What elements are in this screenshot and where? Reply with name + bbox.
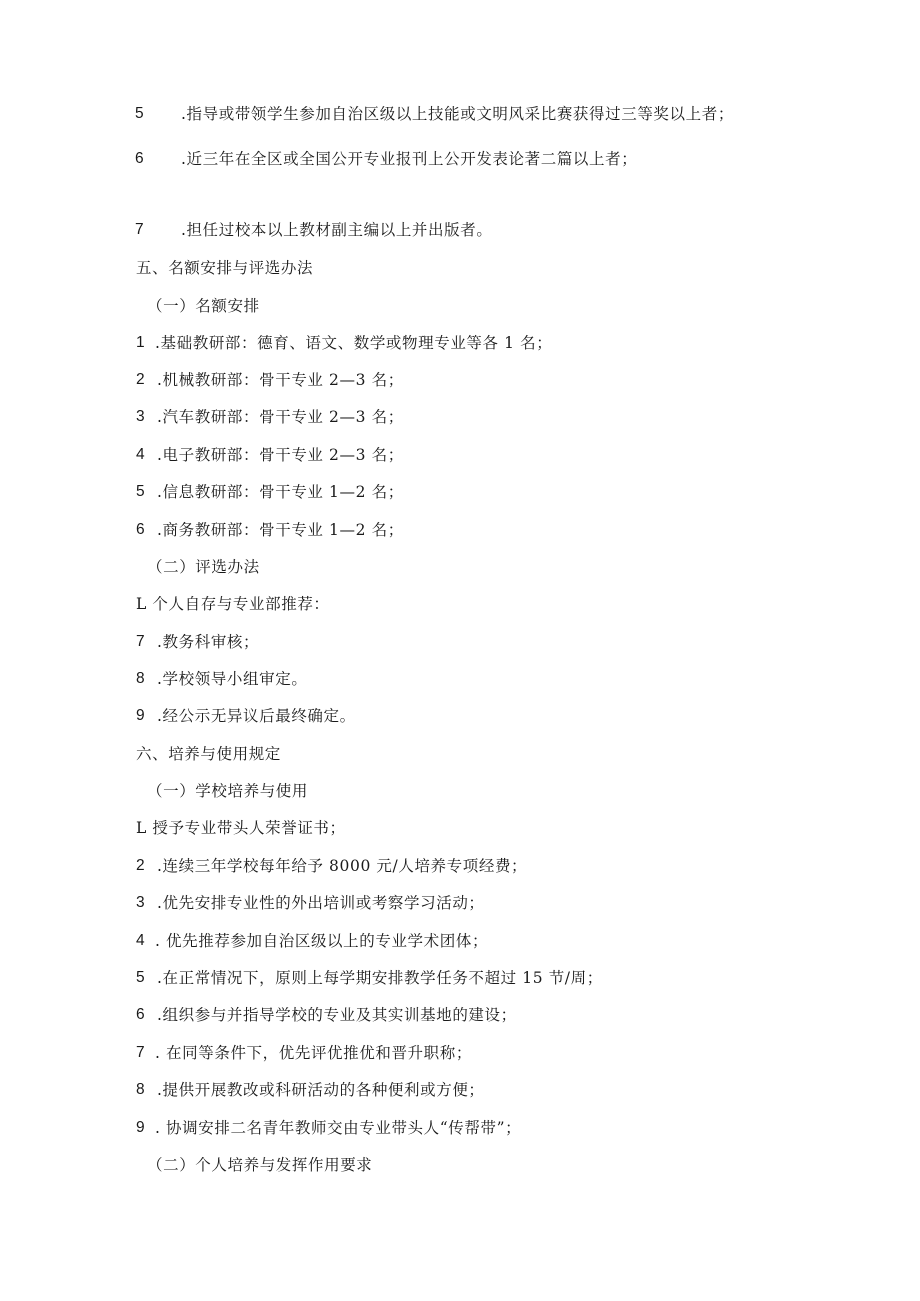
item-number: 5	[136, 969, 145, 986]
item-text: .近三年在全区或全国公开专业报刊上公开发表论著二篇以上者；	[181, 150, 638, 168]
item-text: . 优先推荐参加自治区级以上的专业学术团体；	[155, 932, 489, 950]
item-number: 7	[135, 221, 144, 238]
item-text: . 协调安排二名青年教师交由专业带头人“传帮带”；	[155, 1119, 522, 1137]
item-text: .学校领导小组审定。	[157, 670, 308, 688]
item-text: .组织参与并指导学校的专业及其实训基地的建设；	[157, 1006, 517, 1024]
item-text: . 在同等条件下，优先评优推优和晋升职称；	[155, 1044, 472, 1062]
list-item: L 个人自存与专业部推荐：	[136, 595, 330, 613]
item-text: .基础教研部：德育、语文、数学或物理专业等各 1 名；	[155, 334, 553, 352]
item-text: .教务科审核；	[157, 633, 260, 651]
item-number: 6	[136, 1006, 145, 1023]
section-heading: 六、培养与使用规定	[136, 745, 281, 763]
item-text: .在正常情况下，原则上每学期安排教学任务不超过 15 节/周；	[157, 969, 603, 987]
list-item: L 授予专业带头人荣誉证书；	[136, 819, 346, 837]
item-text: .连续三年学校每年给予 8000 元/人培养专项经费；	[157, 857, 528, 875]
item-number: 4	[136, 932, 145, 949]
item-text: .担任过校本以上教材副主编以上并出版者。	[181, 221, 493, 239]
subsection-heading: （一）名额安排	[147, 297, 260, 315]
item-number: 1	[136, 334, 145, 351]
subsection-heading: （一）学校培养与使用	[147, 782, 309, 800]
section-heading: 五、名额安排与评选办法	[136, 259, 314, 277]
item-number: 7	[136, 633, 145, 650]
item-number: 5	[135, 105, 144, 122]
item-number: 7	[136, 1044, 145, 1061]
item-number: 9	[136, 707, 145, 724]
item-text: .电子教研部：骨干专业 2—3 名；	[157, 446, 404, 464]
subsection-heading: （二）评选办法	[147, 558, 260, 576]
item-text: .机械教研部：骨干专业 2—3 名；	[157, 371, 404, 389]
item-number: 5	[136, 483, 145, 500]
item-number: 3	[136, 408, 145, 425]
item-number: 8	[136, 1081, 145, 1098]
item-text: .优先安排专业性的外出培训或考察学习活动；	[157, 894, 485, 912]
item-number: 6	[135, 150, 144, 167]
item-text: .商务教研部：骨干专业 1—2 名；	[157, 521, 404, 539]
item-text: .信息教研部：骨干专业 1—2 名；	[157, 483, 404, 501]
item-text: .指导或带领学生参加自治区级以上技能或文明风采比赛获得过三等奖以上者；	[181, 105, 734, 123]
item-number: 6	[136, 521, 145, 538]
item-number: 2	[136, 371, 145, 388]
item-text: .提供开展教改或科研活动的各种便利或方便；	[157, 1081, 485, 1099]
item-number: 2	[136, 857, 145, 874]
item-number: 9	[136, 1119, 145, 1136]
subsection-heading: （二）个人培养与发挥作用要求	[147, 1156, 373, 1174]
item-number: 8	[136, 670, 145, 687]
item-number: 4	[136, 446, 145, 463]
item-text: .经公示无异议后最终确定。	[157, 707, 356, 725]
item-number: 3	[136, 894, 145, 911]
item-text: .汽车教研部：骨干专业 2—3 名；	[157, 408, 404, 426]
